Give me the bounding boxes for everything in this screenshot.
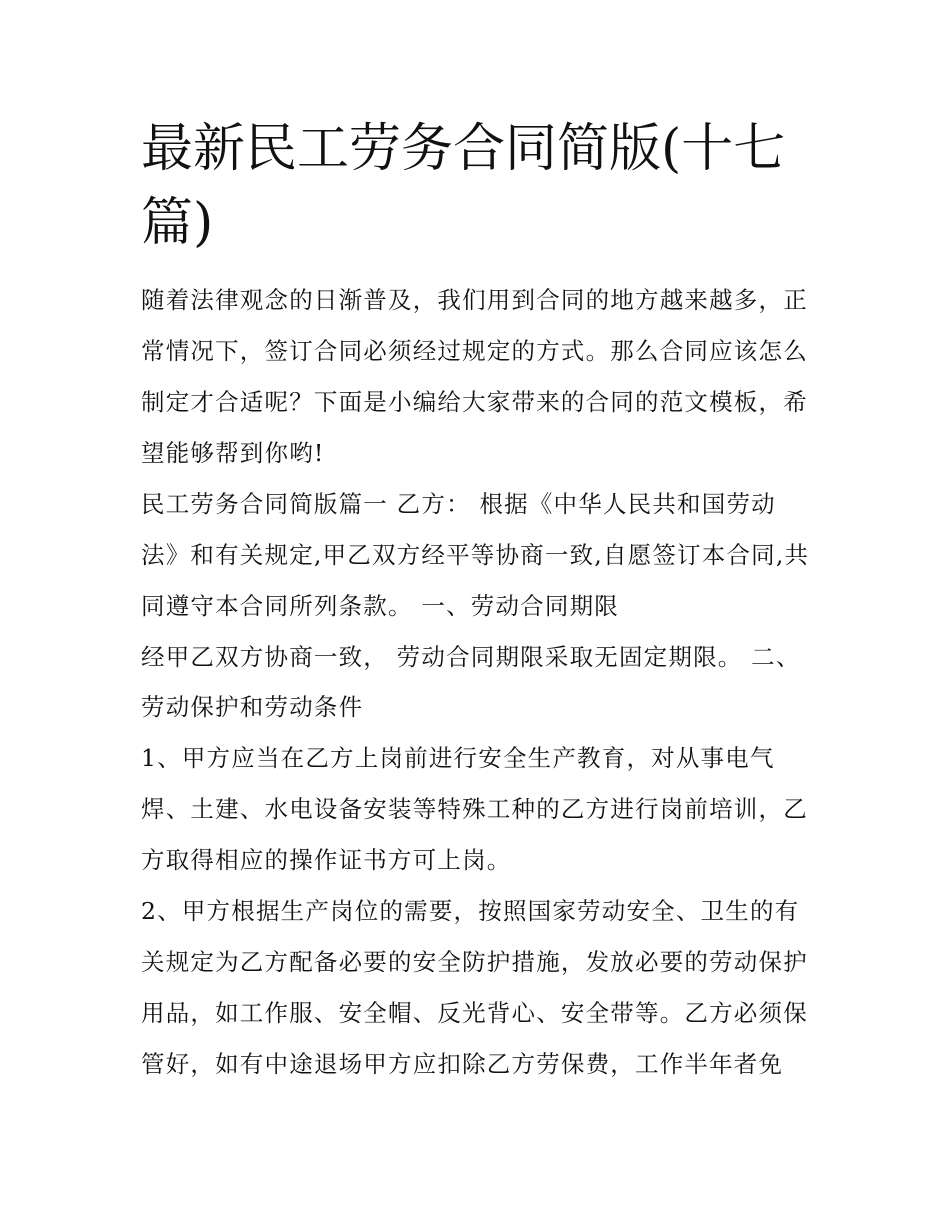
body-line: 常情况下，签订合同必须经过规定的方式。那么合同应该怎么 [141,337,808,365]
body-line: 望能够帮到你哟! [141,439,325,467]
body-line: 劳动保护和劳动条件 [141,693,364,721]
body-line: 管好，如有中途退场甲方应扣除乙方劳保费，工作半年者免 [141,1050,784,1078]
body-line: 焊、土建、水电设备安装等特殊工种的乙方进行岗前培训，乙 [141,795,808,823]
body-line: 关规定为乙方配备必要的安全防护措施，发放必要的劳动保护 [141,948,808,976]
body-line: 2、甲方根据生产岗位的需要，按照国家劳动安全、卫生的有 [141,897,800,925]
body-line: 用品，如工作服、安全帽、反光背心、安全带等。乙方必须保 [141,999,808,1027]
document-title: 最新民工劳务合同简版(十七篇) [141,119,786,253]
body-line: 同遵守本合同所列条款。 一、劳动合同期限 [141,592,619,620]
body-line: 制定才合适呢？下面是小编给大家带来的合同的范文模板，希 [141,388,808,416]
body-line: 1、甲方应当在乙方上岗前进行安全生产教育，对从事电气 [141,744,775,772]
body-line: 法》和有关规定,甲乙双方经平等协商一致,自愿签订本合同,共 [141,541,810,569]
body-line: 经甲乙双方协商一致， 劳动合同期限采取无固定期限。 二、 [141,643,801,671]
body-line: 民工劳务合同简版篇一 乙方： 根据《中华人民共和国劳动 [141,490,776,518]
body-line: 随着法律观念的日渐普及，我们用到合同的地方越来越多，正 [141,286,808,314]
body-line: 方取得相应的操作证书方可上岗。 [141,846,512,874]
